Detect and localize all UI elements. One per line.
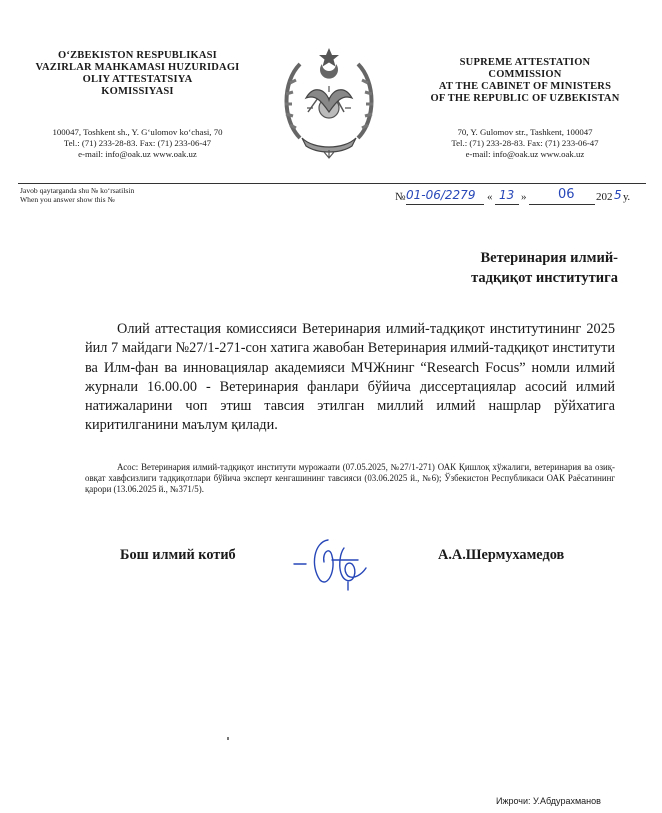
email-line: e-mail: info@oak.uz www.oak.uz xyxy=(78,149,197,159)
org-name-uz-line: KOMISSIYASI xyxy=(101,86,174,97)
org-address-uz xyxy=(20,127,255,160)
addressee-line: тадқиқот институтига xyxy=(471,270,618,286)
org-name-en-line: OF THE REPUBLIC OF UZBEKISTAN xyxy=(430,93,620,104)
day-underline xyxy=(495,204,519,205)
quote-close: » xyxy=(521,191,527,203)
org-name-en xyxy=(420,57,630,105)
phone-line: Tel.: (71) 233-28-83. Fax: (71) 233-06-47 xyxy=(63,138,212,148)
year-prefix: 202 xyxy=(596,191,613,203)
addressee-line: Ветеринария илмий- xyxy=(480,250,618,266)
reference-day: 13 xyxy=(499,188,515,202)
org-name-uz-line: OLIY ATTESTATSIYA xyxy=(82,74,193,85)
org-address-en xyxy=(420,127,630,160)
phone-line: Tel.: (71) 233-28-83. Fax: (71) 233-06-47 xyxy=(451,138,599,148)
org-name-en-line: AT THE CABINET OF MINISTERS xyxy=(438,81,612,92)
reply-note-uz: Javob qaytarganda shu № ko‘rsatilsin xyxy=(20,186,135,195)
basis-note: Асос: Ветеринария илмий-тадқиқот институти мурожаати (07.05.2025, №27/1-271) ОАК Қишлоқ хўжалиги, ветеринария ва озиқ-овқат хавфсизлиги тадқиқотлари бўйича эксперт кенгашининг тавсияси (03.06.2025 й., №6); Ўзбекистон Республикаси ОАК Раёсатининг қарори (13.06.2025 й., №371/5). xyxy=(85,462,615,494)
signatory-title: Бош илмий котиб xyxy=(120,547,236,563)
org-name-uz-line: O‘ZBEKISTON RESPUBLIKASI xyxy=(58,50,217,61)
org-name-en-line: SUPREME ATTESTATION xyxy=(459,57,591,68)
executor-note: Ижрочи: У.Абдурахманов xyxy=(496,796,601,806)
addressee xyxy=(398,248,618,288)
email-line: e-mail: info@oak.uz www.oak.uz xyxy=(465,149,585,159)
reference-month: 06 xyxy=(558,187,575,202)
signatory-name: А.А.Шермухамедов xyxy=(438,547,565,563)
address-line: 100047, Toshkent sh., Y. G‘ulomov ko‘chasi, 70 xyxy=(52,127,223,137)
quote-open: « xyxy=(487,191,493,203)
handwritten-signature xyxy=(288,530,378,592)
reference-number: 01-06/2279 xyxy=(406,188,476,202)
header-divider xyxy=(18,183,646,184)
state-emblem-icon xyxy=(278,42,380,160)
letter-body: Олий аттестация комиссияси Ветеринария илмий-тадқиқот институтининг 2025 йил 7 майдаги №27/1-271-сон хатига жавобан Ветеринария илмий-тадқиқот институти ва Илм-фан ва инновациялар академияси МЧЖнинг “Research Focus” номли илмий журнали 16.00.00 - Ветеринария фанлари бўйича диссертациялар асосий илмий натижаларини чоп этиш тавсия этилган миллий илмий нашрлар рўйхатига киритилганини маълум қилади. xyxy=(85,321,615,434)
scan-mark xyxy=(227,737,229,740)
org-name-uz-line: VAZIRLAR MAHKAMASI HUZURIDAGI xyxy=(35,62,240,73)
reply-note-en: When you answer show this № xyxy=(20,195,115,204)
org-name-en-line: COMMISSION xyxy=(488,69,562,80)
month-underline xyxy=(529,204,595,205)
address-line: 70, Y. Gulomov str., Tashkent, 100047 xyxy=(457,127,593,137)
org-name-uz xyxy=(20,50,255,98)
reference-line xyxy=(395,188,645,212)
number-sign: № xyxy=(395,191,406,203)
year-suffix: 5 xyxy=(614,188,622,202)
year-unit: у. xyxy=(623,191,631,203)
number-underline xyxy=(406,204,484,205)
